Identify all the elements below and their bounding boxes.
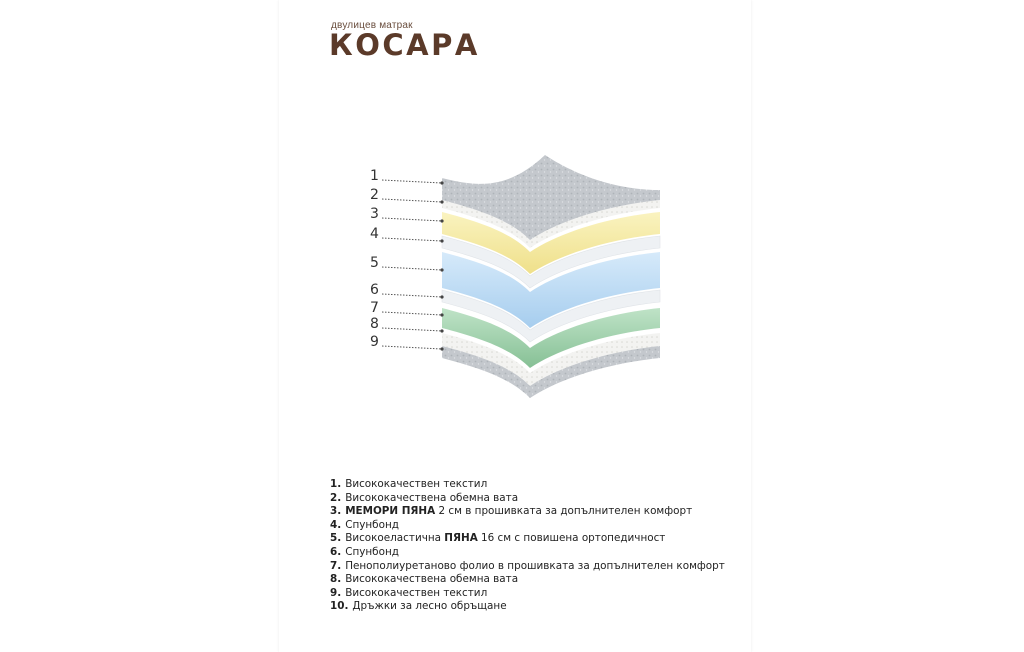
- layer-number-label: 2: [370, 187, 379, 203]
- legend-number: 10.: [330, 600, 349, 613]
- legend-item: [330, 546, 725, 560]
- leader-dot: [440, 295, 443, 298]
- leader-dot: [440, 329, 443, 332]
- legend-number: 3.: [330, 505, 342, 518]
- legend-number: 9.: [330, 586, 342, 599]
- leader-dot: [440, 239, 443, 242]
- leader-dot: [440, 313, 443, 316]
- legend-number: 7.: [330, 559, 342, 572]
- layer-number-label: 6: [370, 282, 379, 298]
- legend-number: 5.: [330, 532, 342, 545]
- leader-line: [382, 312, 442, 315]
- legend-text: Пенополиуретаново фолио в прошивката за допълнителен комфорт: [345, 559, 725, 572]
- legend-emphasis: МЕМОРИ ПЯНА: [345, 505, 436, 518]
- legend-number: 2.: [330, 491, 342, 504]
- legend-item: [330, 478, 725, 492]
- legend-item: [330, 492, 725, 506]
- legend-item: [330, 600, 725, 614]
- leader-line: [382, 218, 442, 221]
- legend-number: 1.: [330, 478, 342, 490]
- product-subtitle: двулицев матрак: [331, 20, 413, 31]
- layer-number-label: 5: [370, 255, 379, 271]
- leader-dot: [440, 219, 443, 222]
- leader-line: [382, 180, 442, 183]
- leader-dot: [440, 268, 443, 271]
- leader-line: [382, 294, 442, 297]
- leader-line: [382, 238, 442, 241]
- layer-number-label: 4: [370, 226, 379, 242]
- legend-emphasis: ПЯНА: [444, 532, 478, 545]
- legend-text: Спунбонд: [345, 545, 399, 558]
- legend-text: Дръжки за лесно обръщане: [352, 600, 507, 613]
- leader-line: [382, 199, 442, 202]
- legend-number: 4.: [330, 518, 342, 531]
- layer-number-label: 9: [370, 334, 379, 350]
- layer-number-label: 1: [370, 168, 379, 184]
- layer-number-label: 8: [370, 316, 379, 332]
- legend-text: Висококачествен текстил: [345, 586, 488, 599]
- brand-title: КОСАРА: [329, 28, 480, 62]
- leader-line: [382, 346, 442, 349]
- layer-number-label: 7: [370, 300, 379, 316]
- legend-text: Високоеластична: [345, 532, 445, 545]
- legend-item: [330, 519, 725, 533]
- legend-item: [330, 505, 725, 519]
- layer-legend: [330, 478, 725, 614]
- legend-number: 6.: [330, 545, 342, 558]
- leader-line: [382, 328, 442, 331]
- leader-dot: [440, 181, 443, 184]
- legend-number: 8.: [330, 573, 342, 586]
- legend-item: [330, 573, 725, 587]
- legend-text: Спунбонд: [345, 518, 399, 531]
- leader-line: [382, 267, 442, 270]
- legend-text: 16 см с повишена ортопедичност: [477, 532, 666, 545]
- leader-dot: [440, 347, 443, 350]
- legend-item: [330, 560, 725, 574]
- legend-text: Висококачествена обемна вата: [345, 491, 519, 504]
- legend-text: 2 см в прошивката за допълнителен комфорт: [435, 505, 693, 518]
- layer-number-label: 3: [370, 206, 379, 222]
- leader-dot: [440, 200, 443, 203]
- legend-item: [330, 532, 725, 546]
- legend-text: Висококачествена обемна вата: [345, 573, 519, 586]
- legend-item: [330, 587, 725, 601]
- legend-text: Висококачествен текстил: [345, 478, 488, 490]
- mattress-layers-illustration: [360, 150, 680, 410]
